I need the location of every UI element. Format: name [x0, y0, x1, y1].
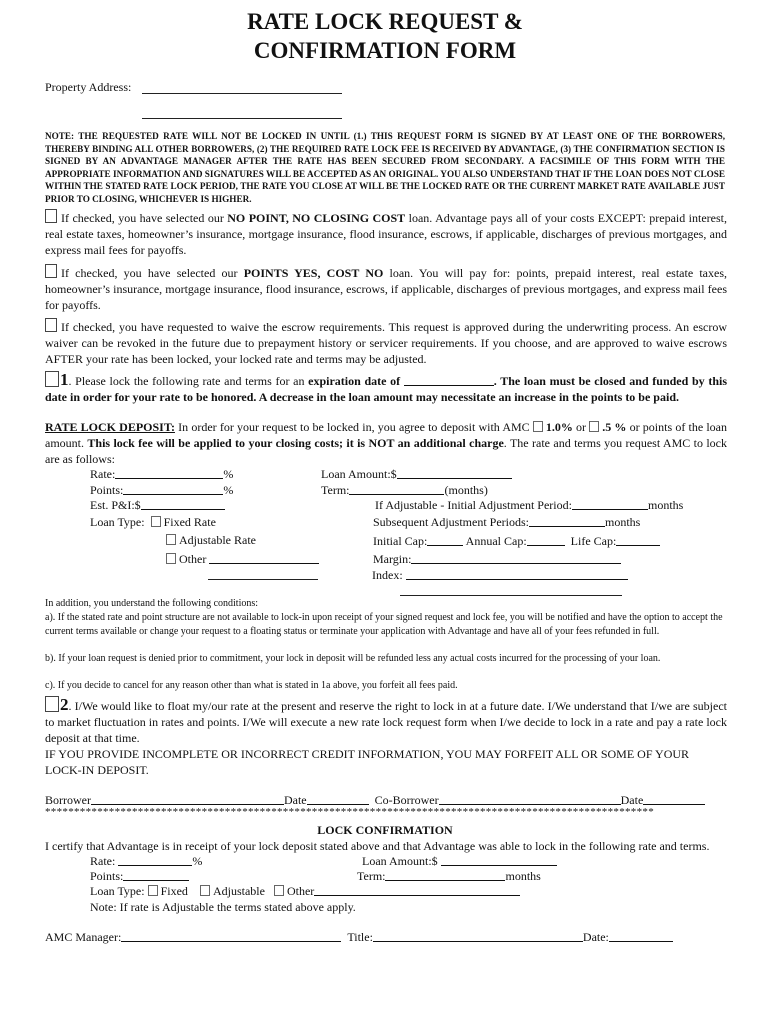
confirm-fixed-checkbox[interactable] — [148, 885, 158, 896]
loan-amount-row: Loan Amount:$ — [321, 466, 512, 482]
borrower-signature-field[interactable] — [91, 792, 284, 805]
other-type-checkbox[interactable] — [166, 553, 176, 564]
manager-signature-field[interactable] — [121, 929, 341, 942]
option-escrow-waiver: If checked, you have requested to waive the escrow requirements. This request is approved during the underwriting process. An escrow waiver can be revoked in the future due to prepayment history or servicer requirements. If you choose, and are approved to waive escrows AFTER your rate has been locked, your locked rate and terms may be adjusted. — [45, 320, 727, 366]
initial-cap-field[interactable] — [427, 533, 463, 546]
subsequent-adjustment-row: Subsequent Adjustment Periods: months — [373, 515, 641, 529]
condition-b: b). If your loan request is denied prior to commitment, your lock in deposit will be refunded less any actual costs incurred for the processing of your loan. — [45, 653, 661, 664]
form-title-line-1: RATE LOCK REQUEST & — [247, 9, 523, 34]
loan-type-row: Loan Type: Fixed Rate — [90, 515, 216, 529]
pi-field[interactable] — [141, 497, 225, 510]
form-title-line-2: CONFIRMATION FORM — [253, 38, 517, 63]
section-2-checkbox[interactable] — [45, 696, 59, 712]
subsequent-adjustment-field[interactable] — [529, 514, 605, 527]
loan-amount-field[interactable] — [397, 466, 512, 479]
lock-note: NOTE: THE REQUESTED RATE WILL NOT BE LOCKED IN UNTIL (1.) THIS REQUEST FORM IS SIGNED BY AT LEAST ONE OF THE BORROWERS, THEREBY BINDING ALL OTHER BORROWERS, (2) THE REQUIRED RATE LOCK FEE IS RECEIVED BY ADVANTAGE, (3) THE CONFIRMATION SECTION IS SIGNED BY AN ADVANTAGE MANAGER AFTER THE RATE HAS BEEN SECURED FROM SECONDARY. A FACSIMILE OF THIS FORM WITH THE APPROPRIATE INFORMATION AND SIGNATURES WILL BE ACCEPTED AS AN ORIGINAL. YOU ALSO UNDERSTAND THAT IF THE LOAN DOES NOT CLOSE WITHIN THE STATED RATE LOCK PERIOD, THE RATE YOU CLOSE AT WILL BE THE LOCKED RATE OR THE CURRENT MARKET RATE AVAILABLE JUST PRIOR TO CLOSING, WHICHEVER IS HIGHER. — [45, 131, 725, 204]
credit-warning: IF YOU PROVIDE INCOMPLETE OR INCORRECT CREDIT INFORMATION, YOU MAY FORFEIT ALL OR SOME OF YOUR LOCK-IN DEPOSIT. — [45, 747, 690, 777]
property-address-field-1[interactable] — [142, 93, 342, 94]
index-field[interactable] — [406, 567, 628, 580]
initial-adjustment-row: If Adjustable - Initial Adjustment Period: months — [375, 498, 684, 512]
expiration-date-field[interactable] — [404, 373, 494, 386]
term-row: Term: (months) — [321, 483, 488, 497]
option-no-point: If checked, you have selected our NO POINT, NO CLOSING COST loan. Advantage pays all of your costs EXCEPT: prepaid interest, real estate taxes, homeowner’s insurance, mortgage insurance, flood insurance, escrows, if applicable, discharges of previous mortgages, and express mail fees for payoffs. — [45, 211, 727, 257]
borrower-signature-row: Borrower Date Co-Borrower Date — [45, 792, 705, 808]
confirm-term-field[interactable] — [385, 868, 505, 881]
fixed-rate-checkbox[interactable] — [151, 516, 161, 527]
other-type-field-2[interactable] — [208, 579, 318, 580]
points-yes-checkbox[interactable] — [45, 264, 57, 278]
manager-signature-row: AMC Manager: Title: Date: — [45, 929, 673, 945]
life-cap-field[interactable] — [616, 533, 660, 546]
deposit-1pct-checkbox[interactable] — [533, 421, 543, 432]
points-field[interactable] — [123, 482, 223, 495]
adjustable-rate-checkbox[interactable] — [166, 534, 176, 545]
initial-adjustment-field[interactable] — [572, 497, 648, 510]
caps-row: Initial Cap: Annual Cap: Life Cap: — [373, 533, 660, 549]
separator-stars: ********************************************************************************************************* — [45, 806, 654, 818]
confirm-points-row: Points: — [90, 868, 189, 884]
deposit-half-pct-checkbox[interactable] — [589, 421, 599, 432]
coborrower-date-field[interactable] — [643, 792, 705, 805]
section-1-checkbox[interactable] — [45, 371, 59, 387]
property-address-field-2[interactable] — [142, 118, 342, 119]
borrower-date-field[interactable] — [307, 792, 369, 805]
no-point-checkbox[interactable] — [45, 209, 57, 223]
rate-lock-deposit: RATE LOCK DEPOSIT: In order for your request to be locked in, you agree to deposit with AMC 1.0% or .5 % or points of the loan amount. This lock fee will be applied to your closing costs; it is NOT an additional charge. The rate and terms you request AMC to lock are as follows: — [45, 420, 728, 466]
other-type-field[interactable] — [209, 551, 319, 564]
lock-confirmation-heading: LOCK CONFIRMATION — [317, 823, 453, 837]
margin-row: Margin: — [373, 551, 621, 567]
other-row: Other — [166, 551, 319, 567]
index-row: Index: — [372, 567, 628, 583]
pi-row: Est. P&I:$ — [90, 497, 225, 513]
confirm-adjustable-checkbox[interactable] — [200, 885, 210, 896]
rate-row: Rate: % — [90, 467, 234, 481]
confirm-points-field[interactable] — [123, 868, 189, 881]
points-row: Points: % — [90, 483, 234, 497]
conditions-intro: In addition, you understand the following conditions: — [45, 598, 259, 609]
confirm-loan-type-row: Loan Type: Fixed Adjustable Other — [90, 883, 520, 899]
confirm-note: Note: If rate is Adjustable the terms stated above apply. — [90, 900, 356, 914]
margin-field[interactable] — [411, 551, 621, 564]
annual-cap-field[interactable] — [527, 533, 565, 546]
condition-c: c). If you decide to cancel for any reason other than what is stated in 1a above, you forfeit all fees paid. — [45, 680, 458, 691]
confirm-loan-amount-field[interactable] — [441, 853, 557, 866]
property-address-label: Property Address: — [45, 80, 132, 94]
lock-confirmation-text: I certify that Advantage is in receipt of your lock deposit stated above and that Advantage was able to lock in the following rate and terms. — [45, 839, 710, 853]
adjustable-row: Adjustable Rate — [166, 532, 256, 548]
term-field[interactable] — [349, 482, 444, 495]
confirm-other-field[interactable] — [314, 883, 520, 896]
section-2-float: 2. I/We would like to float my/our rate at the present and reserve the right to lock in at a future date. I/We understand that I/we are subject to market fluctuation in rates and points. I/We will execute a new rate lock request form when I/we decide to lock in a rate and pay a rate lock deposit at that time. — [45, 695, 727, 745]
confirm-other-checkbox[interactable] — [274, 885, 284, 896]
confirm-rate-row: Rate: % — [90, 854, 203, 868]
option-points-yes: If checked, you have selected our POINTS YES, COST NO loan. You will pay for: points, prepaid interest, real estate taxes, homeowner’s insurance, mortgage insurance, flood insurance, escrows, if applicable, discharges of previous mortgages, and express mail fees for payoffs. — [45, 266, 727, 312]
confirm-rate-field[interactable] — [118, 853, 192, 866]
escrow-waiver-checkbox[interactable] — [45, 318, 57, 332]
confirm-term-row: Term: months — [357, 869, 541, 883]
manager-title-field[interactable] — [373, 929, 583, 942]
rate-field[interactable] — [115, 466, 223, 479]
manager-date-field[interactable] — [609, 929, 673, 942]
coborrower-signature-field[interactable] — [439, 792, 621, 805]
confirm-loan-amount-row: Loan Amount:$ — [362, 853, 557, 869]
condition-a: a). If the stated rate and point structure are not available to lock-in upon receipt of your signed request and lock fee, you will be notified and have the option to accept the current terms available or change your request to a floating status or terminate your application with Advantage and have all of your fees refunded in full. — [45, 612, 723, 637]
index-field-2[interactable] — [400, 595, 622, 596]
section-1-lock-request: 1. Please lock the following rate and terms for an expiration date of . The loan must be closed and funded by this date in order for your rate to be honored. A decrease in the loan amount may necessitate an increase in the points to be paid. — [45, 370, 727, 404]
